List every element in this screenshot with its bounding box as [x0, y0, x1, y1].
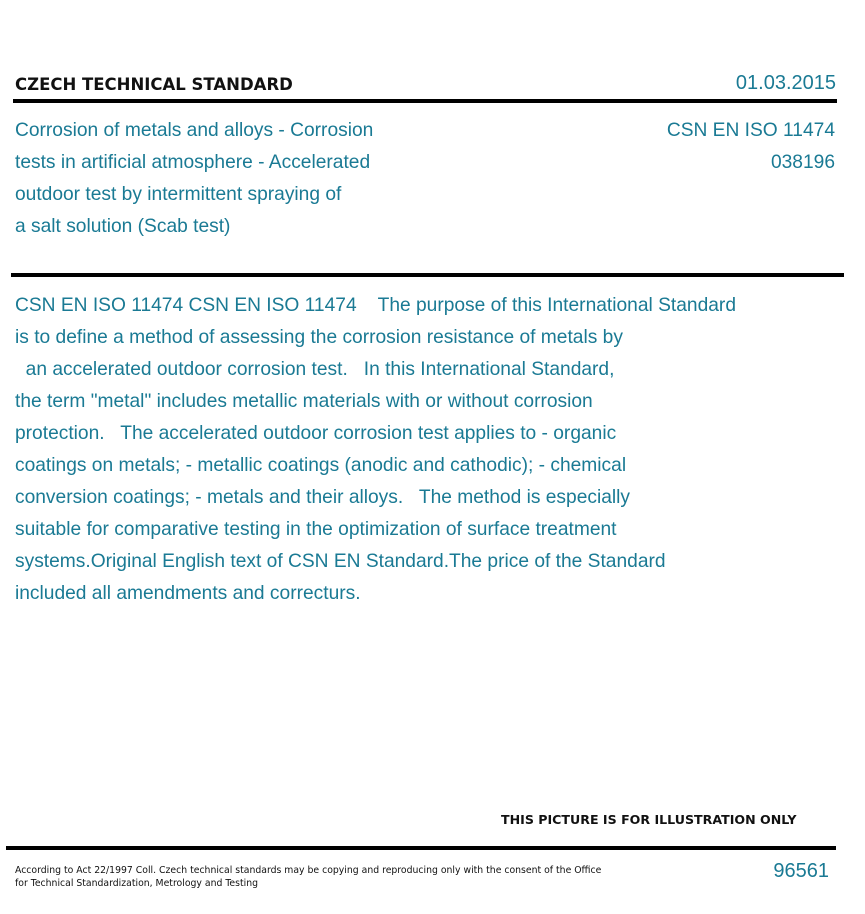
- description-line: an accelerated outdoor corrosion test. In this International Standard,: [15, 359, 615, 380]
- document-type-label: CZECH TECHNICAL STANDARD: [15, 75, 293, 94]
- catalog-number: 038196: [770, 152, 835, 173]
- standard-identifiers: [667, 115, 835, 179]
- illustration-disclaimer: THIS PICTURE IS FOR ILLUSTRATION ONLY: [501, 812, 797, 827]
- description-line: the term "metal" includes metallic materials with or without corrosion: [15, 391, 593, 412]
- description-line: is to define a method of assessing the corrosion resistance of metals by: [15, 327, 623, 348]
- description-line: CSN EN ISO 11474 CSN EN ISO 11474 The purpose of this International Standard: [15, 295, 736, 316]
- description-line: conversion coatings; - metals and their alloys. The method is especially: [15, 487, 631, 508]
- footer-divider: [6, 846, 836, 850]
- title-line: Corrosion of metals and alloys - Corrosion: [15, 120, 374, 141]
- description-line: protection. The accelerated outdoor corrosion test applies to - organic: [15, 423, 617, 444]
- description-line: systems.Original English text of CSN EN Standard.The price of the Standard: [15, 551, 666, 572]
- header-divider: [13, 99, 837, 103]
- title-line: tests in artificial atmosphere - Accelerated: [15, 152, 371, 173]
- standard-description: [15, 290, 845, 610]
- standard-title: [15, 115, 445, 243]
- publication-date: 01.03.2015: [735, 72, 836, 94]
- title-line: outdoor test by intermittent spraying of: [15, 184, 342, 205]
- title-line: a salt solution (Scab test): [15, 216, 231, 237]
- legal-line: for Technical Standardization, Metrology and Testing: [15, 878, 259, 889]
- description-line: suitable for comparative testing in the optimization of surface treatment: [15, 519, 617, 540]
- description-line: coatings on metals; - metallic coatings (anodic and cathodic); - chemical: [15, 455, 627, 476]
- product-code: 96561: [773, 860, 829, 882]
- legal-notice: [15, 864, 615, 890]
- description-line: included all amendments and correcturs.: [15, 583, 361, 604]
- standard-number: CSN EN ISO 11474: [666, 120, 835, 141]
- legal-line: According to Act 22/1997 Coll. Czech technical standards may be copying and reproducing only with the consent of the Office: [15, 865, 602, 876]
- title-divider: [11, 273, 844, 277]
